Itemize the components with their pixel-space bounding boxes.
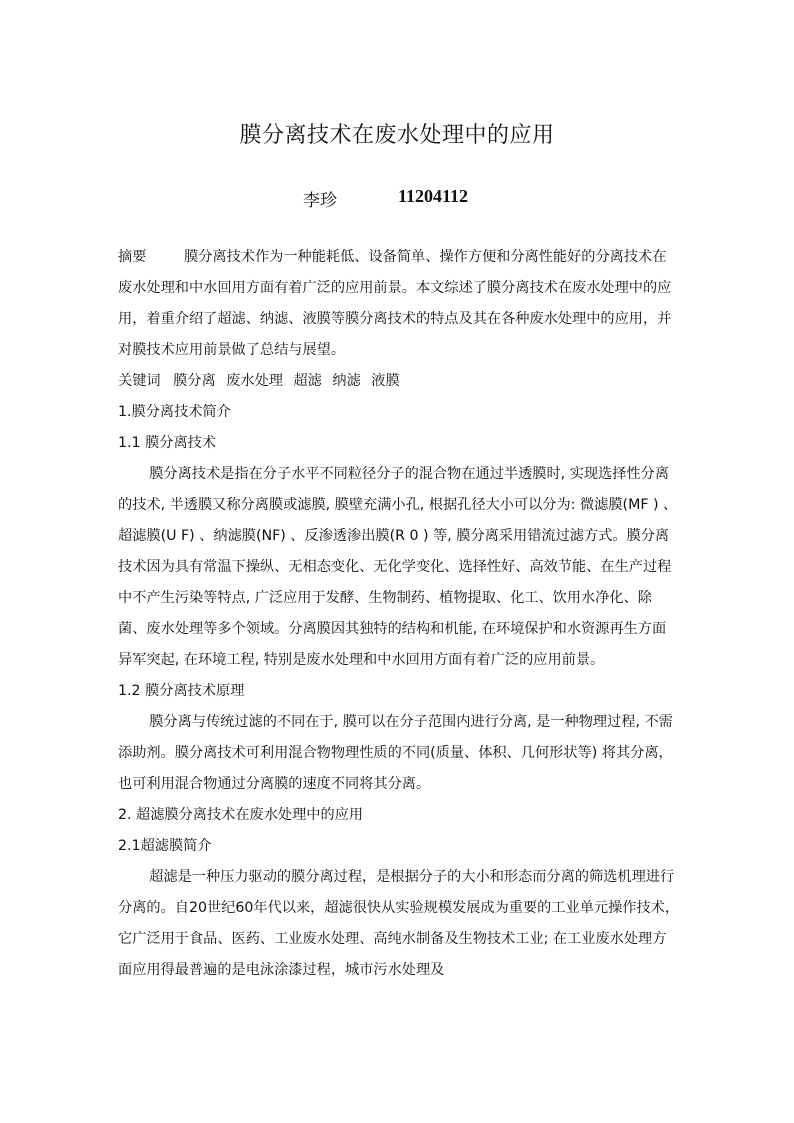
document-body [118,242,680,986]
keyword: 废水处理 [226,373,283,389]
section-paragraph-1-2: 膜分离与传统过滤的不同在于, 膜可以在分子范围内进行分离, 是一种物理过程, 不需添助剂。膜分离技术可利用混合物物理性质的不同(质量、体积、几何形状等) 将其分离，也可利用混合物通过分离膜的速度不同将其分离。 [118,714,673,792]
abstract-text: 膜分离技术作为一种能耗低、设备简单、操作方便和分离性能好的分离技术在废水处理和中水回用方面有着广泛的应用前景。本文综述了膜分离技术在废水处理中的应用，着重介绍了超滤、纳滤、液膜等膜分离技术的特点及其在各种废水处理中的应用，并对膜技术应用前景做了总结与展望。 [118,249,672,358]
section-paragraph-1-1: 膜分离技术是指在分子水平不同粒径分子的混合物在通过半透膜时, 实现选择性分离的技术, 半透膜又称分离膜或滤膜, 膜壁充满小孔, 根据孔径大小可以分为: 微滤膜(MF ) 、超滤膜(U F) 、纳滤膜(NF) 、反渗透渗出膜(R 0 ) 等, 膜分离采用错流过滤方式。膜分离技术因为具有常温下操纵、无相态变化、无化学变化、选择性好、高效节能、在生产过程中不产生污染等特点, 广泛应用于发酵、生物制药、植物提取、化工、饮用水净化、除菌、废水处理等多个领域。分离膜因其独特的结构和机能, 在环境保护和水资源再生方面异军突起, 在环境工程, 特别是废水处理和中水回用方面有着广泛的应用前景。 [118,466,678,668]
section-paragraph-2-1: 超滤是一种压力驱动的膜分离过程，是根据分子的大小和形态而分离的筛选机理进行分离的。自20世纪60年代以来，超滤很快从实验规模发展成为重要的工业单元操作技术，它广泛用于食品、医药、工业废水处理、高纯水制备及生物技术工业; 在工业废水处理方面应用得最普遍的是电泳涂漆过程，城市污水处理及 [118,869,680,978]
section-heading-2-1: 2.1超滤膜简介 [118,838,212,854]
keyword: 液膜 [371,373,400,389]
section-heading-1-1: 1.1 膜分离技术 [118,435,217,451]
section-heading-1-2: 1.2 膜分离技术原理 [118,683,245,699]
keyword: 纳滤 [332,373,361,389]
section-heading-1: 1.膜分离技术简介 [118,404,231,420]
keyword: 膜分离 [173,373,216,389]
keywords-label: 关键词 [118,373,161,389]
abstract-label: 摘要 [118,249,147,265]
keyword: 超滤 [293,373,322,389]
abstract-paragraph [118,242,680,366]
author-id: 11204112 [398,186,469,206]
section-heading-2: 2. 超滤膜分离技术在废水处理中的应用 [118,807,364,823]
page-title: 膜分离技术在废水处理中的应用 [239,123,555,148]
keywords-line [118,366,680,397]
author-name: 李珍 [303,191,337,211]
